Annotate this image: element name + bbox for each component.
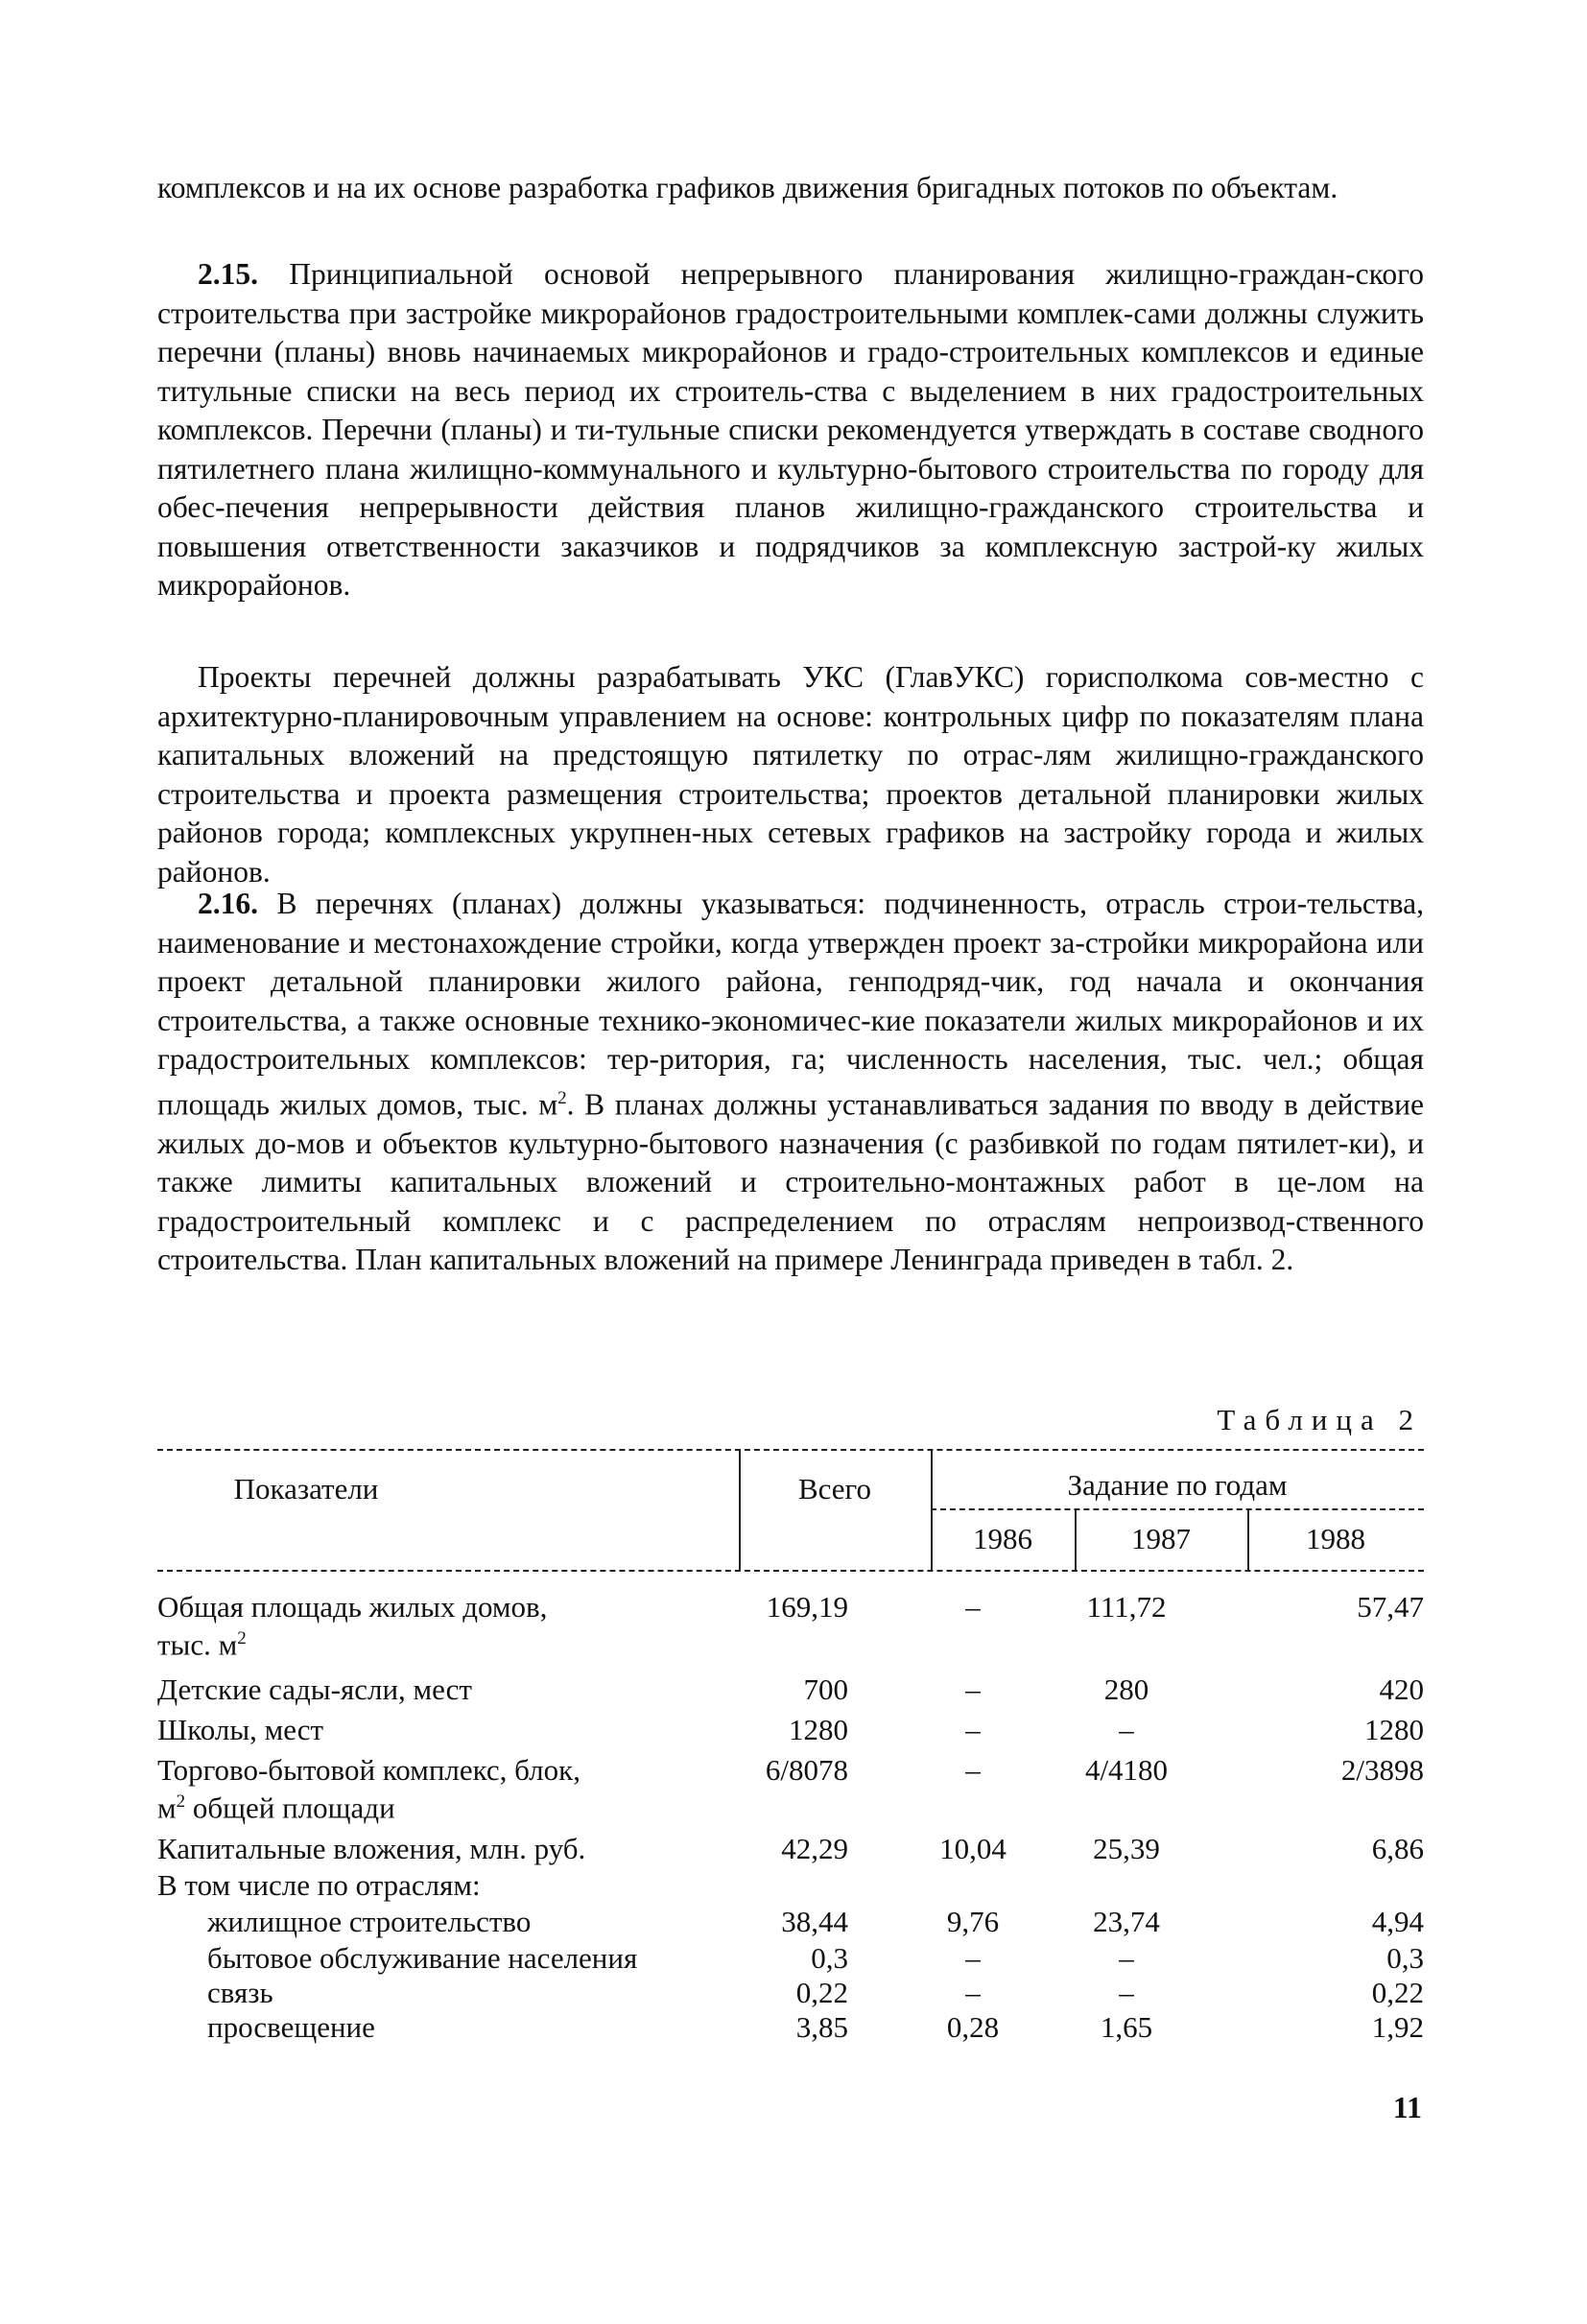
paragraph-text: В перечнях (планах) должны указываться: подчиненность, отрасль строи-тельства, наименование и местонахождение стройки, когда утвержден проект за-стройки микрорайона или проект детальной планировки жилого района, генподряд-чик, год начала и окончания строительства, а также основные технико-экономичес-кие показатели жилых микрорайонов и их градостроительных комплексов: тер-ритория, га; численность населения, тыс. чел.; общая площадь жилых домов, тыс. м [157,887,1424,1121]
header-year-1986: 1986 [973,1522,1032,1555]
table-top-rule [157,1449,1424,1451]
row-label: Детские сады-ясли, мест [157,1672,472,1706]
cell-1987: – [1119,1941,1134,1975]
section-number: 2.15. [198,257,258,291]
cell-1986: – [965,1976,981,2009]
cell-1988: 6,86 [1371,1832,1424,1865]
cell-1986: – [965,1713,981,1746]
header-total: Всего [797,1472,872,1506]
cell-1986: 0,28 [946,2010,1000,2044]
row-label: Общая площадь жилых домов, тыс. $м^2$ [157,1590,548,1662]
paragraph-text: Принципиальной основой непрерывного планирования жилищно-граждан-ского строительства при застройке микрорайонов градостроительными комплек-сами должны служить перечни (планы) вновь начинаемых микрорайонов и градо-строительных комплексов и единые титульные списки на весь период их строитель-ства с выделением в них градостроительных комплексов. Перечни (планы) и ти-тульные списки рекомендуется утверждать в составе сводного пятилетнего плана жилищно-коммунального и культурно-бытового строительства по городу для обес-печения непрерывности действия планов жилищно-гражданского строительства и повышения ответственности заказчиков и подрядчиков за комплексную застрой-ку жилых микрорайонов. [157,257,1424,602]
paragraph-continuation [157,169,1424,208]
cell-1987: 111,72 [1086,1590,1167,1624]
row-label: Капитальные вложения, млн. руб. [157,1832,586,1865]
header-year-1987: 1987 [1131,1522,1191,1555]
paragraph-text: Проекты перечней должны разрабатывать УКС (ГлавУКС) горисполкома сов-местно с архитектурно-планировочным управлением на основе: контрольных цифр по показателям плана капитальных вложений на предстоящую пятилетку по отрас-лям жилищно-гражданского строительства и проекта размещения строительства; проектов детальной планировки жилых районов города; комплексных укрупнен-ных сетевых графиков на застройку города и жилых районов. [157,660,1424,889]
header-divider [739,1449,741,1570]
cell-total: 0,3 [811,1941,848,1975]
cell-1986: – [965,1941,981,1975]
cell-total: 700 [803,1672,848,1706]
header-by-years: Задание по годам [1067,1468,1288,1502]
row-label: просвещение [207,2010,375,2044]
cell-1988: 0,22 [1371,1976,1424,2009]
cell-1986: – [965,1753,981,1787]
cell-1987: – [1119,1713,1134,1746]
cell-1988: 1,92 [1371,2010,1424,2044]
paragraph-2-15 [157,255,1424,605]
cell-total: 1280 [789,1713,848,1746]
paragraph-2-16 [157,885,1424,1280]
cell-total: 0,22 [795,1976,848,2009]
cell-1986: – [965,1672,981,1706]
cell-1988: 4,94 [1371,1905,1424,1938]
cell-1988: 1280 [1364,1713,1424,1746]
cell-1988: 0,3 [1386,1941,1424,1975]
row-label: бытовое обслуживание населения [207,1941,638,1975]
cell-1987: 23,74 [1093,1905,1160,1938]
cell-1986: – [965,1590,981,1624]
cell-total: 42,29 [781,1832,848,1865]
data-table [157,1449,1424,2044]
cell-1986: 10,04 [939,1832,1007,1865]
cell-total: 38,44 [781,1905,848,1938]
header-year-1988: 1988 [1306,1522,1365,1555]
cell-1987: 25,39 [1093,1832,1160,1865]
cell-1987: 280 [1103,1672,1149,1706]
row-label: связь [207,1976,273,2009]
header-indicators: Показатели [233,1472,379,1506]
cell-1986: 9,76 [946,1905,1000,1938]
row-label: В том числе по отраслям: [157,1868,481,1902]
cell-1987: 1,65 [1100,2010,1153,2044]
cell-1988: 420 [1379,1672,1424,1706]
superscript: 2 [557,1087,567,1108]
cell-total: 169,19 [766,1590,848,1624]
cell-1987: – [1119,1976,1134,2009]
paragraph-text: . В планах должны устанавливаться задания по вводу в действие жилых до-мов и объектов культурно-бытового назначения (с разбивкой по годам пятилет-ки), и также лимиты капитальных вложений и строительно-монтажных работ в це-лом на градостроительный комплекс и с распределением по отраслям непроизвод-ственного строительства. План капитальных вложений на примере Ленинграда приведен в табл. 2. [157,1087,1424,1276]
row-label: Торгово-бытовой комплекс, блок, $м^2$ общей площади [157,1753,580,1825]
header-bottom-rule [157,1570,1424,1572]
cell-total: 3,85 [795,2010,848,2044]
page-number: 11 [1392,2090,1422,2124]
row-label: Школы, мест [157,1713,324,1746]
cell-total: 6/8078 [765,1753,848,1787]
table-caption: Таблица 2 [1217,1403,1422,1436]
header-inner-rule [931,1508,1424,1510]
section-number: 2.16. [198,887,258,920]
row-label: жилищное строительство [207,1905,532,1938]
cell-1987: 4/4180 [1084,1753,1169,1787]
cell-1988: 2/3898 [1340,1753,1424,1787]
cell-1988: 57,47 [1357,1590,1424,1624]
paragraph-projects [157,658,1424,891]
paragraph-text: комплексов и на их основе разработка графиков движения бригадных потоков по объектам. [157,171,1338,204]
